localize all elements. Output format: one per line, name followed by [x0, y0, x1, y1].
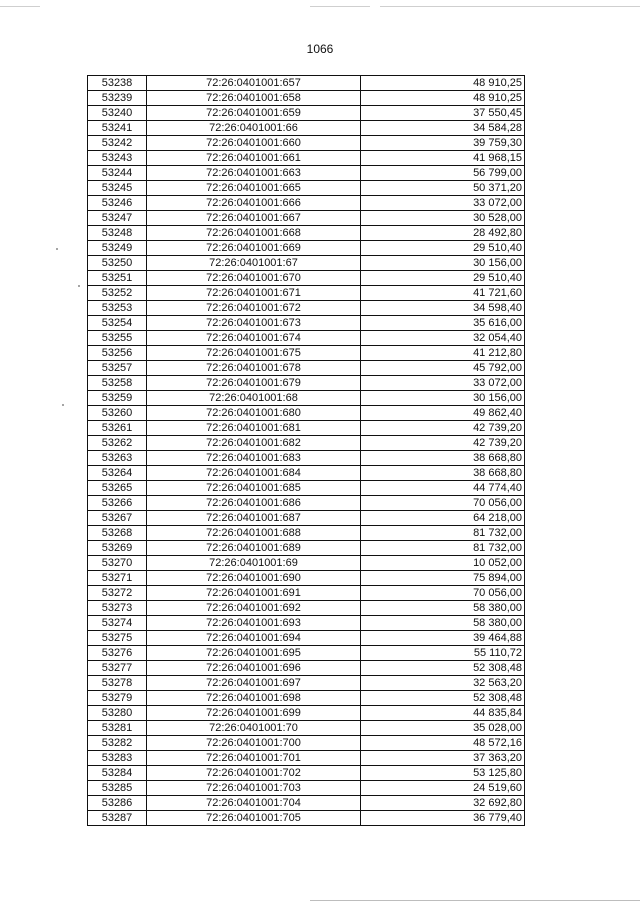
cadastral-value-cell: 30 156,00 [361, 391, 525, 406]
table-row [88, 181, 525, 196]
cadastral-number-cell: 72:26:0401001:681 [147, 421, 361, 436]
cadastral-value-cell: 48 910,25 [361, 91, 525, 106]
cadastral-number-cell: 72:26:0401001:66 [147, 121, 361, 136]
cadastral-number-cell: 72:26:0401001:678 [147, 361, 361, 376]
cadastral-value-cell: 81 732,00 [361, 526, 525, 541]
cadastral-number-cell: 72:26:0401001:657 [147, 76, 361, 91]
table-row [88, 556, 525, 571]
cadastral-number-cell: 72:26:0401001:702 [147, 766, 361, 781]
table-row [88, 376, 525, 391]
cadastral-value-cell: 34 584,28 [361, 121, 525, 136]
cadastral-number-cell: 72:26:0401001:696 [147, 661, 361, 676]
object-id-cell: 53266 [88, 496, 147, 511]
object-id-cell: 53242 [88, 136, 147, 151]
cadastral-value-cell: 64 218,00 [361, 511, 525, 526]
cadastral-number-cell: 72:26:0401001:661 [147, 151, 361, 166]
table-row [88, 286, 525, 301]
cadastral-number-cell: 72:26:0401001:658 [147, 91, 361, 106]
table-row [88, 196, 525, 211]
cadastral-number-cell: 72:26:0401001:685 [147, 481, 361, 496]
table-body [88, 76, 525, 826]
object-id-cell: 53269 [88, 541, 147, 556]
cadastral-value-cell: 48 910,25 [361, 76, 525, 91]
table-row [88, 541, 525, 556]
cadastral-number-cell: 72:26:0401001:704 [147, 796, 361, 811]
scan-speck [56, 248, 58, 250]
table-row [88, 646, 525, 661]
scan-top-edge-mid [310, 6, 370, 7]
object-id-cell: 53254 [88, 316, 147, 331]
cadastral-value-cell: 30 528,00 [361, 211, 525, 226]
table-row [88, 691, 525, 706]
table-row [88, 751, 525, 766]
cadastral-number-cell: 72:26:0401001:671 [147, 286, 361, 301]
cadastral-number-cell: 72:26:0401001:701 [147, 751, 361, 766]
object-id-cell: 53268 [88, 526, 147, 541]
cadastral-value-cell: 24 519,60 [361, 781, 525, 796]
cadastral-number-cell: 72:26:0401001:689 [147, 541, 361, 556]
table-row [88, 766, 525, 781]
object-id-cell: 53286 [88, 796, 147, 811]
table-row [88, 466, 525, 481]
cadastral-number-cell: 72:26:0401001:694 [147, 631, 361, 646]
scan-speck [78, 285, 80, 287]
cadastral-value-cell: 53 125,80 [361, 766, 525, 781]
table-row [88, 451, 525, 466]
object-id-cell: 53259 [88, 391, 147, 406]
object-id-cell: 53280 [88, 706, 147, 721]
cadastral-number-cell: 72:26:0401001:665 [147, 181, 361, 196]
cadastral-value-cell: 48 572,16 [361, 736, 525, 751]
cadastral-number-cell: 72:26:0401001:666 [147, 196, 361, 211]
table-row [88, 301, 525, 316]
cadastral-value-cell: 41 212,80 [361, 346, 525, 361]
object-id-cell: 53284 [88, 766, 147, 781]
object-id-cell: 53250 [88, 256, 147, 271]
table-row [88, 106, 525, 121]
cadastral-number-cell: 72:26:0401001:672 [147, 301, 361, 316]
cadastral-number-cell: 72:26:0401001:695 [147, 646, 361, 661]
object-id-cell: 53285 [88, 781, 147, 796]
cadastral-value-cell: 10 052,00 [361, 556, 525, 571]
table-row [88, 721, 525, 736]
object-id-cell: 53244 [88, 166, 147, 181]
object-id-cell: 53253 [88, 301, 147, 316]
cadastral-value-cell: 39 759,30 [361, 136, 525, 151]
table-row [88, 781, 525, 796]
cadastral-value-cell: 44 835,84 [361, 706, 525, 721]
table-row [88, 571, 525, 586]
object-id-cell: 53249 [88, 241, 147, 256]
object-id-cell: 53272 [88, 586, 147, 601]
object-id-cell: 53276 [88, 646, 147, 661]
cadastral-number-cell: 72:26:0401001:667 [147, 211, 361, 226]
table-row [88, 616, 525, 631]
cadastral-number-cell: 72:26:0401001:68 [147, 391, 361, 406]
cadastral-number-cell: 72:26:0401001:69 [147, 556, 361, 571]
cadastral-value-cell: 49 862,40 [361, 406, 525, 421]
object-id-cell: 53267 [88, 511, 147, 526]
cadastral-number-cell: 72:26:0401001:683 [147, 451, 361, 466]
cadastral-number-cell: 72:26:0401001:684 [147, 466, 361, 481]
cadastral-value-cell: 44 774,40 [361, 481, 525, 496]
table-row [88, 76, 525, 91]
cadastral-number-cell: 72:26:0401001:663 [147, 166, 361, 181]
cadastral-value-cell: 38 668,80 [361, 451, 525, 466]
cadastral-number-cell: 72:26:0401001:680 [147, 406, 361, 421]
cadastral-value-cell: 58 380,00 [361, 601, 525, 616]
table-row [88, 271, 525, 286]
table-row [88, 331, 525, 346]
cadastral-number-cell: 72:26:0401001:705 [147, 811, 361, 826]
object-id-cell: 53238 [88, 76, 147, 91]
object-id-cell: 53245 [88, 181, 147, 196]
cadastral-value-cell: 36 779,40 [361, 811, 525, 826]
cadastral-number-cell: 72:26:0401001:659 [147, 106, 361, 121]
cadastral-value-cell: 30 156,00 [361, 256, 525, 271]
page-number: 1066 [306, 42, 334, 56]
object-id-cell: 53287 [88, 811, 147, 826]
cadastral-number-cell: 72:26:0401001:70 [147, 721, 361, 736]
table-row [88, 736, 525, 751]
table-row [88, 121, 525, 136]
cadastral-value-cell: 29 510,40 [361, 241, 525, 256]
table-row [88, 526, 525, 541]
object-id-cell: 53262 [88, 436, 147, 451]
cadastral-value-cell: 56 799,00 [361, 166, 525, 181]
cadastral-value-cell: 33 072,00 [361, 376, 525, 391]
scan-speck [62, 404, 64, 406]
object-id-cell: 53263 [88, 451, 147, 466]
object-id-cell: 53282 [88, 736, 147, 751]
cadastral-value-cell: 81 732,00 [361, 541, 525, 556]
object-id-cell: 53273 [88, 601, 147, 616]
cadastral-number-cell: 72:26:0401001:700 [147, 736, 361, 751]
cadastral-value-cell: 70 056,00 [361, 496, 525, 511]
table-row [88, 631, 525, 646]
cadastral-number-cell: 72:26:0401001:679 [147, 376, 361, 391]
object-id-cell: 53239 [88, 91, 147, 106]
object-id-cell: 53248 [88, 226, 147, 241]
object-id-cell: 53281 [88, 721, 147, 736]
cadastral-value-cell: 34 598,40 [361, 301, 525, 316]
cadastral-number-cell: 72:26:0401001:688 [147, 526, 361, 541]
table-row [88, 91, 525, 106]
cadastral-number-cell: 72:26:0401001:699 [147, 706, 361, 721]
cadastral-number-cell: 72:26:0401001:693 [147, 616, 361, 631]
cadastral-number-cell: 72:26:0401001:686 [147, 496, 361, 511]
object-id-cell: 53240 [88, 106, 147, 121]
cadastral-number-cell: 72:26:0401001:703 [147, 781, 361, 796]
object-id-cell: 53258 [88, 376, 147, 391]
cadastral-number-cell: 72:26:0401001:691 [147, 586, 361, 601]
object-id-cell: 53247 [88, 211, 147, 226]
object-id-cell: 53274 [88, 616, 147, 631]
table-row [88, 256, 525, 271]
table-row [88, 391, 525, 406]
cadastral-number-cell: 72:26:0401001:670 [147, 271, 361, 286]
cadastral-number-cell: 72:26:0401001:690 [147, 571, 361, 586]
cadastral-value-cell: 45 792,00 [361, 361, 525, 376]
cadastral-number-cell: 72:26:0401001:697 [147, 676, 361, 691]
table-row [88, 661, 525, 676]
table-row [88, 316, 525, 331]
cadastral-number-cell: 72:26:0401001:660 [147, 136, 361, 151]
cadastral-number-cell: 72:26:0401001:698 [147, 691, 361, 706]
cadastral-value-cell: 32 054,40 [361, 331, 525, 346]
table-row [88, 136, 525, 151]
cadastral-number-cell: 72:26:0401001:668 [147, 226, 361, 241]
object-id-cell: 53279 [88, 691, 147, 706]
scan-top-edge-right [380, 6, 640, 7]
object-id-cell: 53256 [88, 346, 147, 361]
cadastral-value-cell: 58 380,00 [361, 616, 525, 631]
cadastral-value-cell: 29 510,40 [361, 271, 525, 286]
table-row [88, 406, 525, 421]
object-id-cell: 53261 [88, 421, 147, 436]
object-id-cell: 53260 [88, 406, 147, 421]
table-row [88, 706, 525, 721]
table-row [88, 226, 525, 241]
object-id-cell: 53264 [88, 466, 147, 481]
cadastral-number-cell: 72:26:0401001:673 [147, 316, 361, 331]
cadastral-value-cell: 37 363,20 [361, 751, 525, 766]
object-id-cell: 53257 [88, 361, 147, 376]
object-id-cell: 53275 [88, 631, 147, 646]
table-row [88, 166, 525, 181]
table-row [88, 511, 525, 526]
cadastral-number-cell: 72:26:0401001:675 [147, 346, 361, 361]
table-row [88, 601, 525, 616]
scan-bottom-edge [310, 900, 640, 901]
cadastral-value-cell: 32 692,80 [361, 796, 525, 811]
object-id-cell: 53265 [88, 481, 147, 496]
cadastral-value-cell: 37 550,45 [361, 106, 525, 121]
cadastral-value-cell: 55 110,72 [361, 646, 525, 661]
object-id-cell: 53255 [88, 331, 147, 346]
cadastral-value-cell: 50 371,20 [361, 181, 525, 196]
scan-top-edge-left [0, 6, 40, 7]
table-row [88, 241, 525, 256]
object-id-cell: 53278 [88, 676, 147, 691]
object-id-cell: 53241 [88, 121, 147, 136]
table-row [88, 436, 525, 451]
table-row [88, 676, 525, 691]
cadastral-value-cell: 33 072,00 [361, 196, 525, 211]
cadastral-value-cell: 70 056,00 [361, 586, 525, 601]
table-row [88, 361, 525, 376]
object-id-cell: 53271 [88, 571, 147, 586]
cadastral-value-cell: 39 464,88 [361, 631, 525, 646]
cadastral-value-cell: 38 668,80 [361, 466, 525, 481]
cadastral-value-cell: 42 739,20 [361, 421, 525, 436]
cadastral-number-cell: 72:26:0401001:674 [147, 331, 361, 346]
table-row [88, 796, 525, 811]
cadastral-number-cell: 72:26:0401001:669 [147, 241, 361, 256]
object-id-cell: 53270 [88, 556, 147, 571]
cadastral-value-cell: 41 968,15 [361, 151, 525, 166]
cadastral-number-cell: 72:26:0401001:682 [147, 436, 361, 451]
cadastral-value-cell: 28 492,80 [361, 226, 525, 241]
cadastral-value-table [87, 75, 525, 826]
object-id-cell: 53283 [88, 751, 147, 766]
cadastral-value-cell: 41 721,60 [361, 286, 525, 301]
cadastral-value-cell: 42 739,20 [361, 436, 525, 451]
object-id-cell: 53252 [88, 286, 147, 301]
object-id-cell: 53246 [88, 196, 147, 211]
cadastral-value-cell: 35 616,00 [361, 316, 525, 331]
object-id-cell: 53243 [88, 151, 147, 166]
cadastral-value-cell: 52 308,48 [361, 661, 525, 676]
cadastral-number-cell: 72:26:0401001:67 [147, 256, 361, 271]
table-row [88, 811, 525, 826]
table-row [88, 346, 525, 361]
cadastral-value-cell: 52 308,48 [361, 691, 525, 706]
table-row [88, 586, 525, 601]
cadastral-value-cell: 32 563,20 [361, 676, 525, 691]
cadastral-number-cell: 72:26:0401001:692 [147, 601, 361, 616]
table-row [88, 151, 525, 166]
object-id-cell: 53277 [88, 661, 147, 676]
cadastral-number-cell: 72:26:0401001:687 [147, 511, 361, 526]
table-row [88, 496, 525, 511]
table-row [88, 481, 525, 496]
table-row [88, 421, 525, 436]
cadastral-value-cell: 75 894,00 [361, 571, 525, 586]
object-id-cell: 53251 [88, 271, 147, 286]
table-row [88, 211, 525, 226]
cadastral-value-cell: 35 028,00 [361, 721, 525, 736]
